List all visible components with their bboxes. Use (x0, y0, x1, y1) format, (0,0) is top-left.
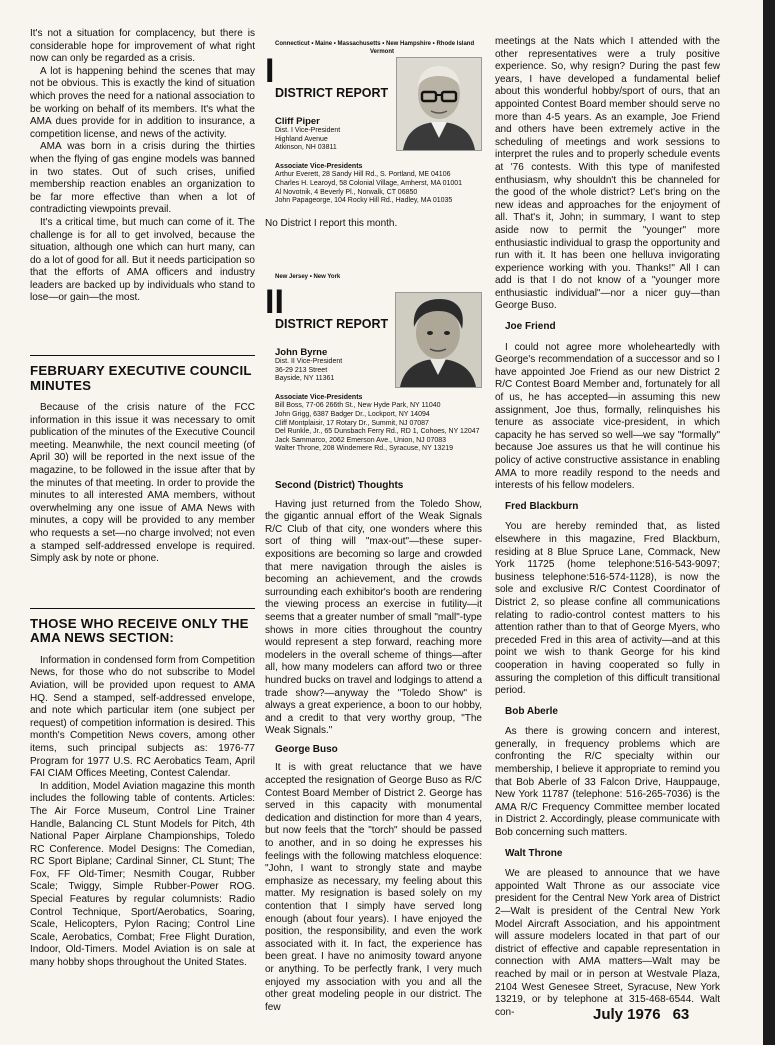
ama-news-body-2: In addition, Model Aviation magazine this month includes the following table of contents. Articles: The Air Force Museum, Control Line Trainer Handle, Balancing CL Stunt Models for Pitch, 4th National Paper Airplane Championships, Toledo RC Conference. Model Designs: The Comedian, RC Sport Biplane; Cardinal Sinner, CL Stunt; The Fox, FF Old-Timer; Nesmith Cougar, Rubber Scale; Twiggy, Simple Rubber-Power ROG. Special Features by regular columnists: Radio Control Technique, Sport/Aerobatics, Soaring, Scale, Helicopters, Pylon Racing; Control Line Scale, Aerobatics, Combat; Free Flight Duration, Indoor, Old-Timers. Model Aviation is on sale at many hobby shops throughout the United States. (30, 780, 255, 969)
fred-blackburn-heading: Fred Blackburn (505, 500, 579, 512)
bob-aberle-body: As there is growing concern and interest, generally, in frequency problems which are confronting the R/C specialty within our membership, I believe it appropriate to remind you that Bob Aberle of 33 Falcon Drive, Hauppauge, New York 11787 (telephone: 516-265-7036) is the AMA R/C Frequency Committee member located in District 2. Accordingly, please communicate with Bob concerning such matters. (495, 726, 720, 839)
district-2-numeral: II (265, 283, 284, 321)
district-2-states: New Jersey • New York (275, 274, 341, 280)
district-1-assoc-vp: Al Novotnik, 4 Beverly Pl., Norwalk, CT 06850 (275, 188, 418, 196)
intro-paragraph-1: It's not a situation for complacency, but there is considerable hope for improvement of what right now can only be regarded as a crisis. (30, 28, 255, 65)
district-1-vp-city: Atkinson, NH 03811 (275, 144, 337, 152)
joe-friend-heading: Joe Friend (505, 321, 556, 333)
column-left (30, 28, 255, 970)
second-thoughts-heading: Second (District) Thoughts (275, 480, 404, 491)
district-1-assoc-label: Associate Vice-Presidents (275, 162, 363, 170)
district-1-numeral: I (265, 52, 275, 90)
district-2-assoc-label: Associate Vice-Presidents (275, 393, 363, 401)
intro-paragraph-2: A lot is happening behind the scenes that may not be obvious. This is exactly the kind of situation which proves the need for a national association to be working on behalf of its members. It's what the AMA dues provide for in addition to insurance, a competition license, and news of the activity. (30, 65, 255, 140)
ama-news-body-1: Information in condensed form from Competition News, for those who do not subscribe to Model Aviation, will be provided upon request to AMA HQ. Send a stamped, self-addressed envelope, and note which particular item (one subject per request) of competition information is desired. This month's Competition News covers, among other items, such principal subjects as: 1976-77 Program for 1977 U.S. RC Aerobatics Team, April FAI CIAM Offices Meeting, Contest Calendar. (30, 654, 255, 780)
column-right (495, 36, 720, 1019)
joe-friend-body: I could not agree more wholeheartedly with George's recommendation of a successor and so I have appointed Joe Friend as our new District 2 R/C Contest Board Member and, fortunately for all of us, he has accepted—in assuming this new assignment, Joe thus, formally, relinquishes his tenure as associate vice-president, in which capacity he has served so well—we say "formally" because Joe assures us that he will continue his policy of active constructive assistance in enabling AMA to more readily respond to the needs and interests of his fellow modelers. (495, 341, 720, 492)
district-2-assoc-vp: John Grigg, 6387 Badger Dr., Lockport, NY 14094 (275, 410, 430, 418)
george-buso-heading: George Buso (275, 743, 338, 755)
fred-blackburn-body: You are hereby reminded that, as listed elsewhere in this magazine, Fred Blackburn, residing at 8 Blue Spruce Lane, Commack, New York 11725 (home telephone:516-543-9097; business telephone:516-574-1128), is now the sole and exclusive R/C Contest Coordinator of District 2, so please confine all communications relating to radio-control contest matters to his attention rather than to that of George Myers, who preceded Fred in this area of activity—and at this point we wish to thank George for his kind cooperation in having cooperated so fully in assuring the completion of this difficult transitional period. (495, 521, 720, 697)
walt-throne-body: We are pleased to announce that we have appointed Walt Throne as our associate vice president for the Central New York area of District 2—Walt is president of the Central New York Model Aircraft Association, and his appointment will assure modelers located in that part of our district of effective and capable representation in connection with AMA matters—Walt may be reached by mail or in person at Westvale Plaza, 2104 West Genesee Street, Syracuse, New York 13219, or by telephone at 315-468-6544. Walt con- (495, 868, 720, 1018)
portrait-icon (396, 293, 481, 387)
district-1-states: Connecticut • Maine • Massachusetts • New Hampshire • Rhode Island (275, 41, 475, 47)
page-footer (593, 1006, 689, 1023)
walt-throne-heading: Walt Throne (505, 847, 563, 859)
district-2-vp-address: 36-29 213 Street (275, 366, 328, 374)
scan-edge (763, 0, 775, 1045)
section-divider (30, 608, 255, 609)
district-2-assoc-vp: Cliff Montplaisir, 17 Rotary Dr., Summit, NJ 07087 (275, 419, 429, 427)
district-2-report-title: DISTRICT REPORT (275, 317, 389, 331)
district-1-vp-photo (396, 57, 482, 151)
district-1-vp-address: Highland Avenue (275, 135, 328, 143)
district-1-assoc-vp: Arthur Everett, 28 Sandy Hill Rd., S. Portland, ME 04106 (275, 171, 451, 179)
district-2-vp-name: John Byrne (275, 347, 328, 358)
district-1-vp-title: Dist. I Vice-President (275, 127, 341, 134)
feb-minutes-heading: FEBRUARY EXECUTIVE COUNCIL MINUTES (30, 363, 252, 393)
george-buso-continued: meetings at the Nats which I attended with the other representatives were a truly positive experience. So, why resign? During the past few years, I have developed a fundamental belief about this wonderful hobby/sport of ours, that an appointed Contest Board member should serve no more than 4-5 years. As an example, Joe Friend and others have been extremely active in the scheduling of meetings and work sessions to interpret the rules and to properly schedule events at '76 contests. With this type of manifested enthusiasm, why shouldn't this be channeled for the good of the whole district? Let's bring on the new ideas and approaches for the enjoyment of all. That's it, John; in summary, I want to step aside now to permit the "younger" more enthusiastic individual to grasp the opportunity and run with it. It has been one helluva invigorating experience working with you. Thanks!" All I can add is that I do not know of a "younger more enthusiastic individual"—nor a nicer guy—than George Buso. (495, 36, 720, 312)
district-2-assoc-vp: Del Runkle, Jr., 65 Dunsbach Ferry Rd., RD 1, Cohoes, NY 12047 (275, 428, 480, 436)
column-middle (265, 480, 482, 1014)
district-1-assoc-vp: John Papageorge, 104 Rocky Hill Rd., Hadley, MA 01035 (275, 197, 453, 205)
feb-minutes-body: Because of the crisis nature of the FCC information in this issue it was necessary to omit publication of the minutes of the Executive Council meeting. Meanwhile, the next council meeting (of April 30) will be reported in the next issue of the magazine, to be followed in the issue after that by the minutes of that meeting. In order to provide the minutes to all interested AMA members, without overwhelming any one issue of AMA News with minutes, a copy will be provided to any member who requests a set—no charge involved; not even a stamped self-addressed envelope is required. Simply ask by note or phone. (30, 402, 255, 565)
district-1-assoc-vp: Charles H. Learoyd, 58 Colonial Village, Amherst, MA 01001 (275, 179, 463, 187)
section-divider (30, 355, 255, 356)
district-1-report-title: DISTRICT REPORT (275, 86, 389, 100)
district-2-assoc-vp: Walter Throne, 208 Windemere Rd., Syracuse, NY 13219 (275, 445, 454, 453)
district-1-note: No District I report this month. (265, 217, 398, 229)
district-2-vp-city: Bayside, NY 11361 (275, 375, 335, 383)
district-1-vp-name: Cliff Piper (275, 116, 320, 127)
district-2-vp-title: Dist. II Vice-President (275, 358, 343, 365)
page-number: 63 (672, 1006, 690, 1023)
intro-paragraph-3: AMA was born in a crisis during the thirties when the flying of gas engine models was banned in two states. Out of such crises, unified membership reaction enables an organization to be far more effective than when a lot of contradicting viewpoints prevail. (30, 141, 255, 216)
district-2-assoc-vp: Bill Boss, 77-06 266th St., New Hyde Park, NY 11040 (275, 402, 441, 410)
george-buso-body: It is with great reluctance that we have accepted the resignation of George Buso as R/C Contest Board Member of District 2. George has served in this capacity with monumental dedication and distinction for more than 4 years, but now feels that the "torch" should be passed to another, and in so doing he expresses his feelings with the following matchless eloquence: "John, I want to strongly state and maybe emphasize as necessary, my feeling about this matter. My resignation is based solely on my contention that I simply have served long enough (about four years). I have enjoyed the position, the responsibility, and even the work associated with it. In fact, the experience has been great. I have no animosity toward anyone or anything. To be perfectly frank, I very much enjoyed my association with you and all the other great modeling people in our district. The few (265, 762, 482, 1013)
bob-aberle-heading: Bob Aberle (505, 705, 558, 717)
district-2-assoc-vp: Jack Sammarco, 2062 Emerson Ave., Union, NJ 07083 (275, 436, 447, 444)
ama-news-heading: THOSE WHO RECEIVE ONLY THE AMA NEWS SECTION: (30, 615, 249, 646)
district-2-vp-photo (395, 292, 482, 388)
issue-date: July 1976 (593, 1006, 661, 1023)
intro-paragraph-4: It's a critical time, but much can come of it. The challenge is for all to get involved, because the situation, although one which can hurt many, can do a lot of good for all. But it needs participation so that the efforts of AMA officers and industry leaders are backed up by individuals who stand to lose—or gain—the most. (30, 216, 255, 304)
second-thoughts-body: Having just returned from the Toledo Show, the gigantic annual effort of the Weak Signals R/C Club of that city, one wonders where this sort of thing will "max-out"—these super-expositions are becoming so large and crowded that mere navigation through the aisles is becoming an achievement, and the crowds surrounding each exhibitor's booth are rendering the viewing process an exercise in futility—it seems that a greater number of small "mall"-type shows in more cities throughout the country would represent a step forward, reaching more modelers in the overall scheme of things—after all, how many modelers can afford two or three hundred bucks on travel and lodgings to attend a trade show?—anyway the "Toledo Show" is always a great experience, a boon to our hobby, and a credit to that very worthy group, "The Weak Signals." (265, 498, 482, 737)
district-1-states-cont: Vermont (370, 49, 395, 55)
portrait-icon (397, 58, 481, 150)
